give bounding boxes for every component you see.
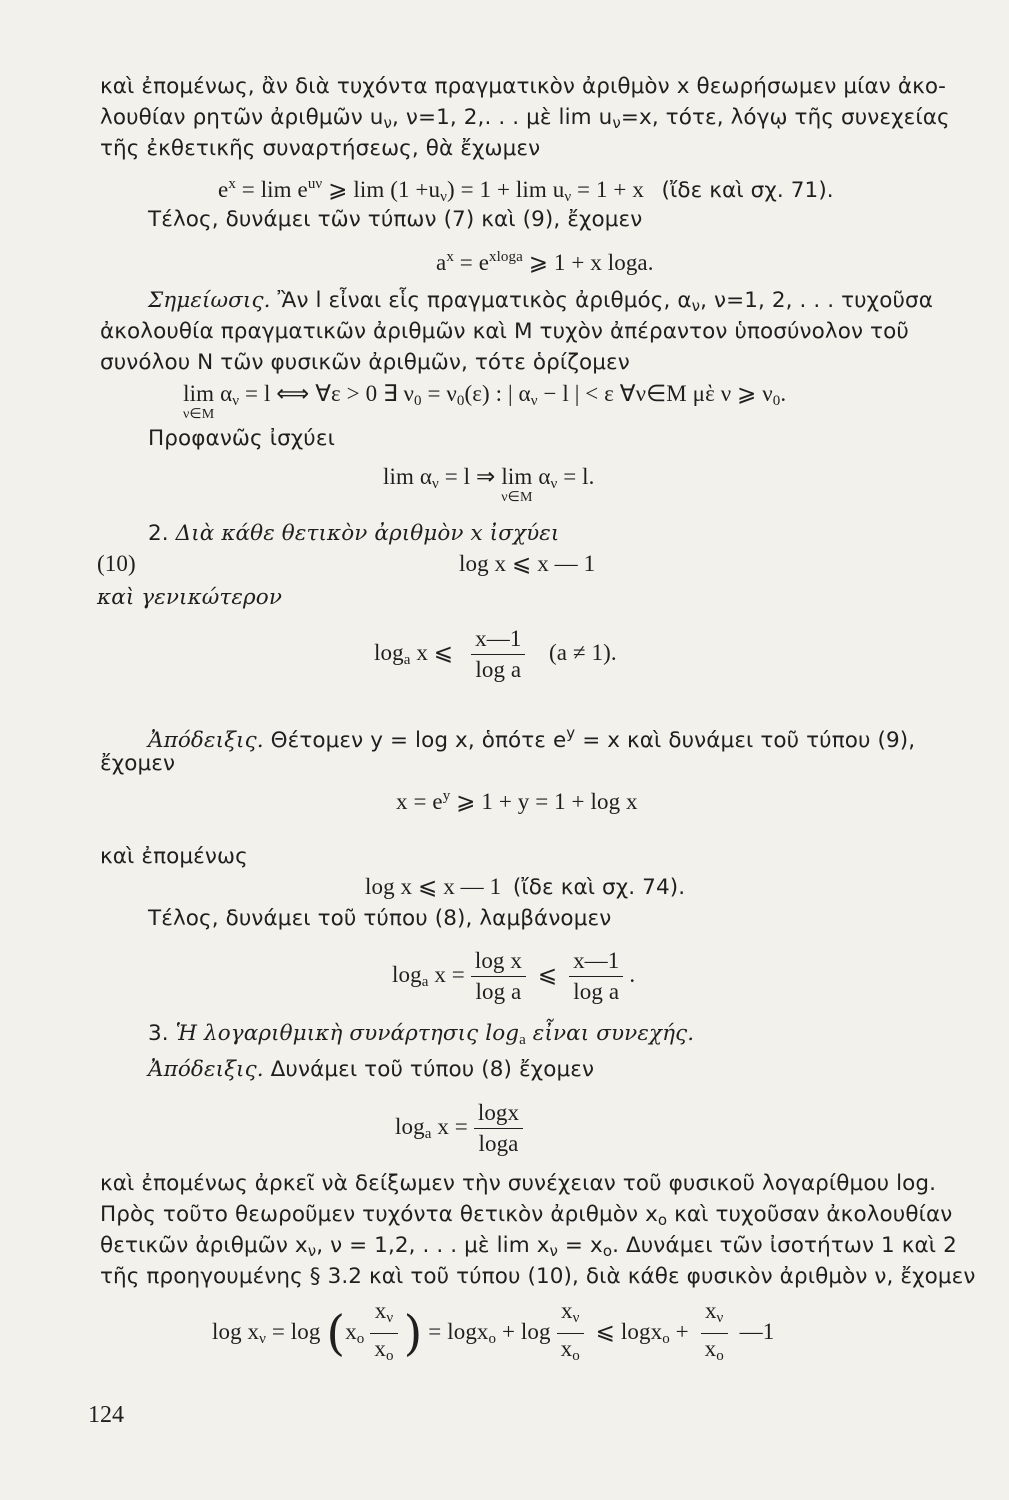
remark-line: Σημείωσις. Ἂν l εἶναι εἷς πραγματικὸς ἀριθμός, $\alpha_\nu$, ν=1, 2, . . . τυχοῦσα bbox=[148, 288, 933, 315]
text-line: τῆς ἐκθετικῆς συναρτήσεως, θὰ ἔχωμεν bbox=[100, 136, 541, 161]
equation-exp-bound: $x = e^y$ ⩾ 1 + y = 1 + log x bbox=[396, 788, 638, 814]
text-line: συνόλου N τῶν φυσικῶν ἀριθμῶν, τότε ὁρίζομεν bbox=[100, 350, 630, 375]
equation-general-log: $\log_a x$ ⩽ $\frac{x—1}{\text{log a}}$ (a ≠ 1). bbox=[374, 626, 617, 683]
text-line: Πρὸς τοῦτο θεωροῦμεν τυχόντα θετικὸν ἀριθμὸν $x_o$ καὶ τυχοῦσαν ἀκολουθίαν bbox=[100, 1202, 953, 1229]
equation-definition: lim ν∈M $\alpha_\nu = l$ ⟺ ∀ε > 0 ∃ $\nu_0 = \nu_0(\varepsilon)$ : | $\alpha_\nu - l$ | < ε ∀ν∈M μὲ ν ⩾ $\nu_0$. bbox=[183, 381, 787, 422]
text-line: καὶ γενικώτερον bbox=[97, 585, 282, 610]
proof-label: Ἀπόδειξις. bbox=[148, 1057, 264, 1082]
text-line: καὶ ἐπομένως bbox=[100, 844, 248, 869]
equation-base-a-log: $\log_a x$ = $\frac{\text{log x}}{\text{log a}}$ ⩽ $\frac{x—1}{\text{log a}}$ . bbox=[392, 948, 636, 1005]
text-line: τῆς προηγουμένης § 3.2 καὶ τοῦ τύπου (10), διὰ κάθε φυσικὸν ἀριθμὸν ν, ἔχομεν bbox=[100, 1264, 976, 1289]
text-line: καὶ ἐπομένως ἀρκεῖ νὰ δείξωμεν τὴν συνέχειαν τοῦ φυσικοῦ λογαρίθμου log. bbox=[100, 1171, 937, 1196]
text-line: Τέλος, δυνάμει τοῦ τύπου (8), λαμβάνομεν bbox=[148, 906, 612, 931]
text-line: λουθίαν ρητῶν ἀριθμῶν $u_\nu$, ν=1, 2,. . . μὲ $\lim u_\nu=x$, τότε, λόγῳ τῆς συνεχείας bbox=[100, 105, 950, 132]
text-line: θετικῶν ἀριθμῶν $x_\nu$, ν = 1,2, . . . μὲ $\lim x_\nu = x_o$. Δυνάμει τῶν ἰσοτήτων 1 καὶ 2 bbox=[100, 1233, 957, 1260]
text-line: ἔχομεν bbox=[100, 751, 176, 776]
page-number: 124 bbox=[88, 1402, 124, 1428]
equation-label: (10) bbox=[97, 551, 136, 576]
equation-log-bound: log x ⩽ x — 1 (ἴδε καὶ σχ. 74). bbox=[365, 874, 686, 900]
theorem-3: 3. Ἡ λογαριθμικὴ συνάρτησις $\log_a$ εἶναι συνεχής. bbox=[148, 1021, 695, 1048]
text-line: καὶ ἐπομένως, ἂν διὰ τυχόντα πραγματικὸν ἀριθμὸν x θεωρήσωμεν μίαν ἀκο- bbox=[100, 74, 947, 99]
proof-line: Ἀπόδειξις. Δυνάμει τοῦ τύπου (8) ἔχομεν bbox=[148, 1057, 595, 1082]
equation-log-change-base: $\log_a x$ = $\frac{\log x}{\log a}$ bbox=[395, 1092, 529, 1169]
remark-label: Σημείωσις. bbox=[148, 288, 271, 313]
proof-line: Ἀπόδειξις. Θέτομεν y = log x, ὁπότε $e^y = x$ καὶ δυνάμει τοῦ τύπου (9), bbox=[148, 724, 916, 753]
equation-limit-exp: $e^x = \lim e^{u\nu}$ ⩾ $\lim (1 +u_\nu) = 1 + \lim u_\nu = 1 + x$ (ἴδε καὶ σχ. 71). bbox=[218, 176, 834, 205]
text-line: Προφανῶς ἰσχύει bbox=[148, 426, 335, 451]
equation-subsequence-limit: $\lim \alpha_\nu = l$ ⇒ lim ν∈M $\alpha_\nu = l$. bbox=[383, 464, 595, 505]
equation-power-inequality: $a^x = e^{xloga}$ ⩾ 1 + x loga. bbox=[436, 249, 654, 275]
proof-label: Ἀπόδειξις. bbox=[148, 728, 264, 753]
text-line: ἀκολουθία πραγματικῶν ἀριθμῶν καὶ Μ τυχὸν ἀπέραντον ὑποσύνολον τοῦ bbox=[100, 319, 909, 344]
theorem-2: 2. Διὰ κάθε θετικὸν ἀριθμὸν x ἰσχύει bbox=[148, 521, 560, 546]
text-line: Τέλος, δυνάμει τῶν τύπων (7) καὶ (9), ἔχομεν bbox=[148, 207, 643, 232]
equation-log-continuity: $\log x_\nu = \log (x_o$ $\frac{x_\nu}{x_o}$ ) = logx$_o$ + log $\frac{x_\nu}{x_o}$ ⩽ logx$_o$ + $\frac{x_\nu}{x_o}$ —1 bbox=[212, 1298, 775, 1364]
equation-log-inequality: log x ⩽ x — 1 bbox=[459, 551, 596, 576]
